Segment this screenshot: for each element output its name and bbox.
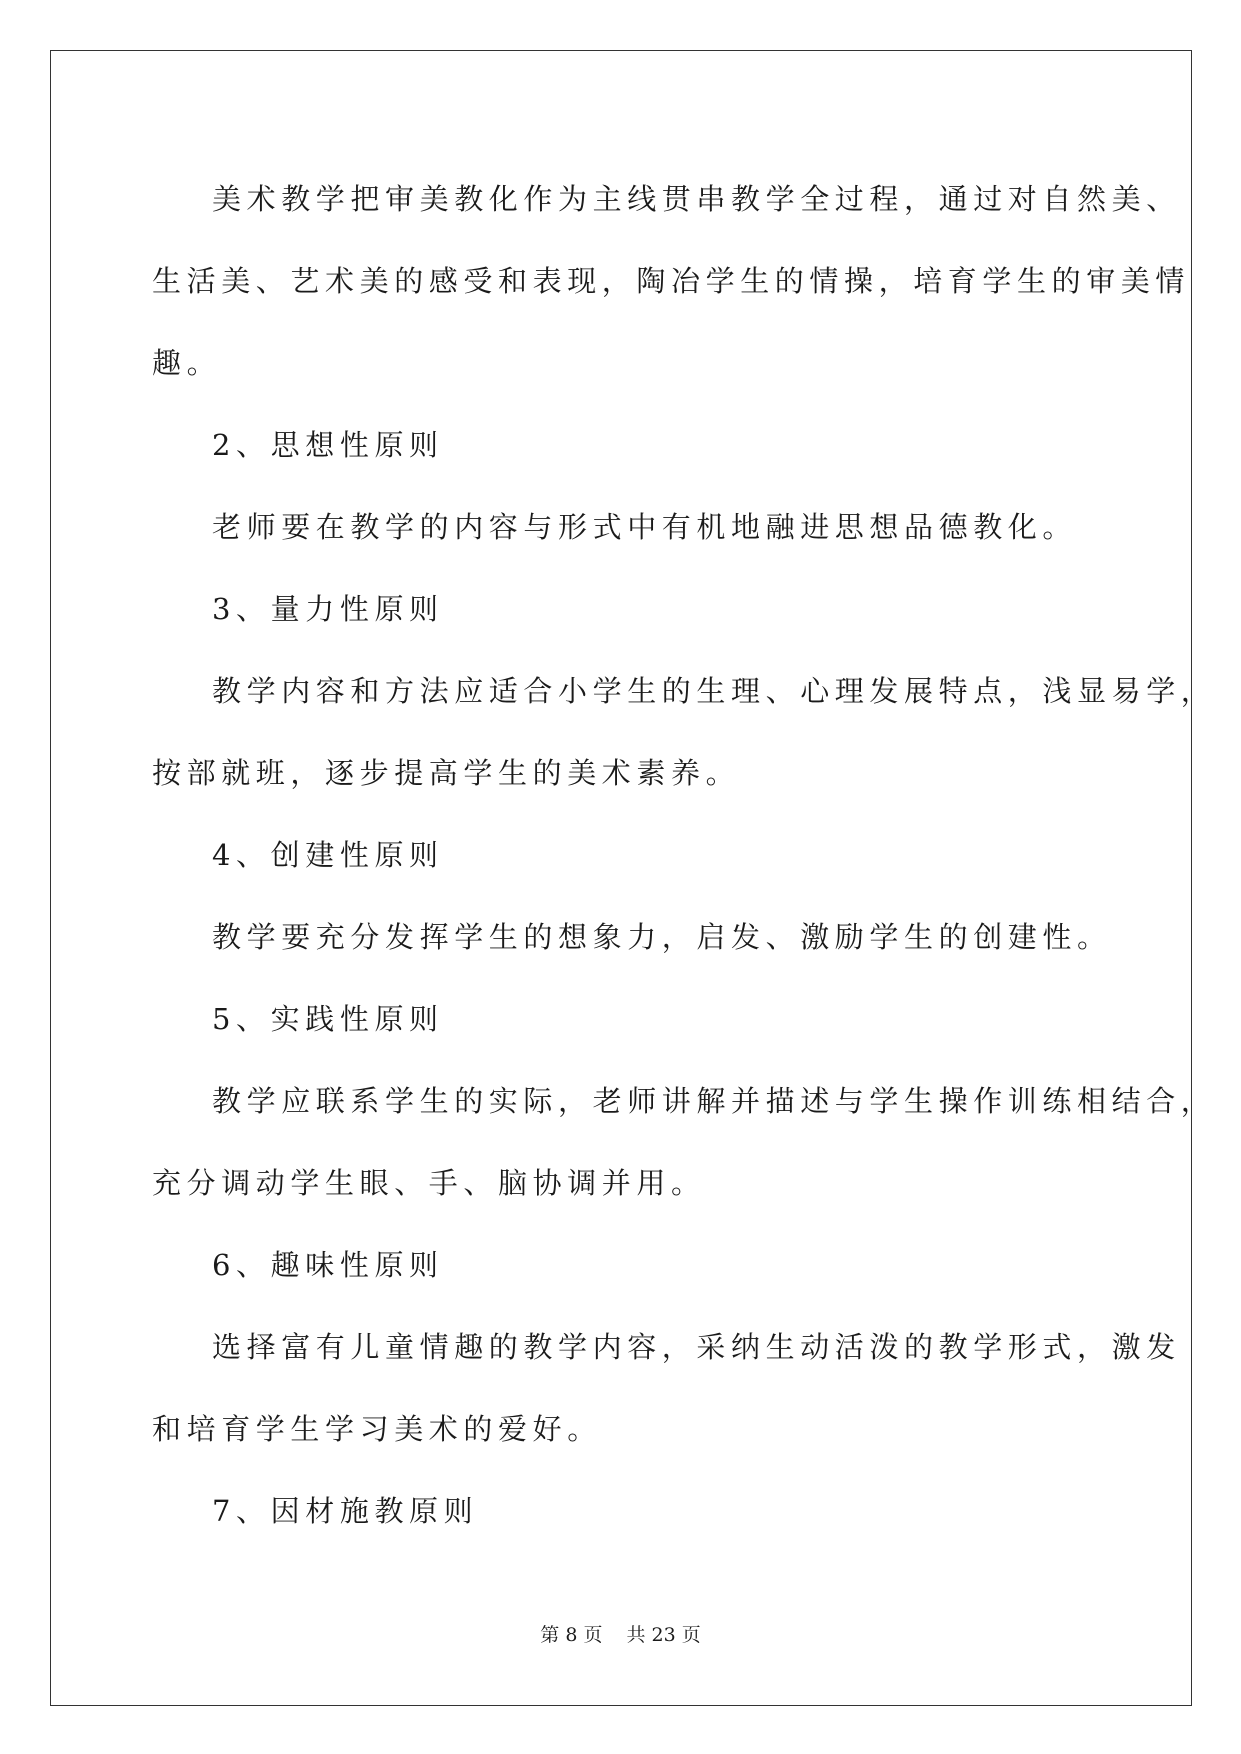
- paragraph-line: 老师要在教学的内容与形式中有机地融进思想品德教化。: [212, 510, 1078, 544]
- paragraph-line: 教学内容和方法应适合小学生的生理、心理发展特点，浅显易学，: [212, 674, 1216, 708]
- section-heading: 3、量力性原则: [212, 592, 444, 626]
- current-page-number: 第 8 页: [540, 1624, 603, 1646]
- section-heading: 2、思想性原则: [212, 428, 444, 462]
- paragraph-line: 充分调动学生眼、手、脑协调并用。: [152, 1166, 706, 1200]
- document-body: [152, 158, 1216, 1552]
- paragraph-line: 趣。: [152, 346, 222, 380]
- page-footer: [0, 1620, 1241, 1647]
- section-heading: 6、趣味性原则: [212, 1248, 444, 1282]
- section-heading: 4、创建性原则: [212, 838, 444, 872]
- paragraph-line: 和培育学生学习美术的爱好。: [152, 1412, 602, 1446]
- total-page-count: 共 23 页: [626, 1624, 701, 1646]
- section-heading: 7、因材施教原则: [212, 1494, 479, 1528]
- paragraph-line: 教学应联系学生的实际，老师讲解并描述与学生操作训练相结合，: [212, 1084, 1216, 1118]
- paragraph-line: 按部就班，逐步提高学生的美术素养。: [152, 756, 741, 790]
- paragraph-line: 选择富有儿童情趣的教学内容，采纳生动活泼的教学形式，激发: [212, 1330, 1181, 1364]
- section-heading: 5、实践性原则: [212, 1002, 444, 1036]
- paragraph-line: 教学要充分发挥学生的想象力，启发、激励学生的创建性。: [212, 920, 1112, 954]
- paragraph-line: 美术教学把审美教化作为主线贯串教学全过程，通过对自然美、: [212, 182, 1181, 216]
- paragraph-line: 生活美、艺术美的感受和表现，陶冶学生的情操，培育学生的审美情: [152, 264, 1191, 298]
